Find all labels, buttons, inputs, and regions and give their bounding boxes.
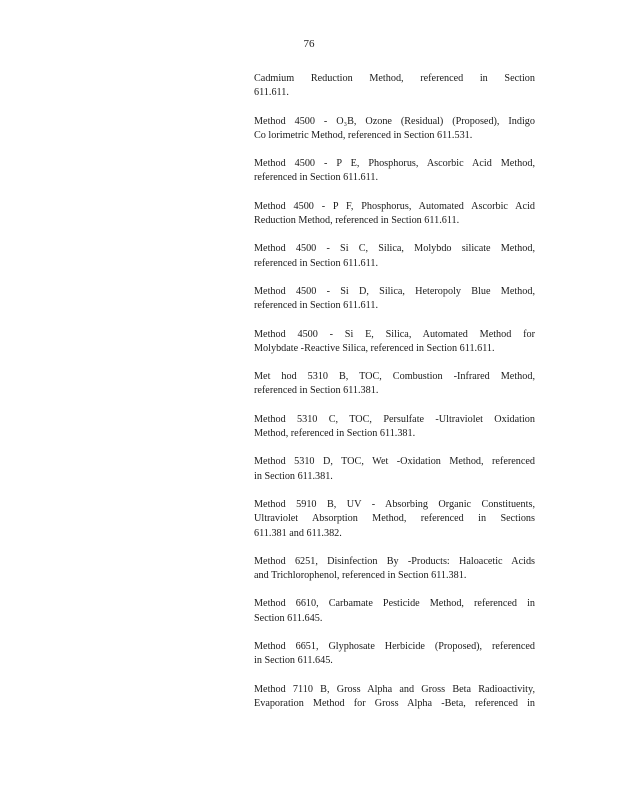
reference-entry — [254, 328, 535, 357]
reference-entry — [254, 683, 535, 712]
reference-entry-line: Method 5310 D, TOC, Wet -Oxidation Method, referenced — [254, 456, 535, 468]
reference-entry-line: Co lorimetric Method, referenced in Section 611.531. — [254, 129, 473, 141]
reference-entry-line: Method 6251, Disinfection By -Products: Haloacetic Acids — [254, 555, 535, 567]
reference-entry-line: Method 5310 C, TOC, Persulfate -Ultraviolet Oxidation — [254, 413, 535, 425]
reference-entry — [254, 640, 535, 669]
reference-entry-line: Method 5910 B, UV - Absorbing Organic Constituents, — [254, 498, 535, 510]
reference-entry-line: Evaporation Method for Gross Alpha -Beta, referenced in — [254, 697, 535, 709]
reference-entry-line: in Section 611.645. — [254, 655, 333, 667]
reference-entry-line: Met hod 5310 B, TOC, Combustion -Infrared Method, — [254, 371, 535, 383]
reference-entry — [254, 115, 535, 144]
reference-entry-line: 611.381 and 611.382. — [254, 527, 342, 539]
reference-entry-line: and Trichlorophenol, referenced in Section 611.381. — [254, 570, 467, 582]
reference-entry-line: Method 4500 - P F, Phosphorus, Automated Ascorbic Acid — [254, 200, 535, 212]
reference-entry-line: Method, referenced in Section 611.381. — [254, 428, 416, 440]
reference-entry — [254, 455, 535, 484]
reference-entry — [254, 72, 535, 101]
reference-entry-line: Method 4500 - P E, Phosphorus, Ascorbic Acid Method, — [254, 158, 535, 170]
reference-entry-line: Method 4500 - O₃B, Ozone (Residual) (Proposed), Indigo — [254, 115, 535, 127]
reference-entry — [254, 498, 535, 541]
reference-entry-line: referenced in Section 611.611. — [254, 300, 378, 312]
reference-entry-line: Method 6651, Glyphosate Herbicide (Proposed), referenced — [254, 641, 535, 653]
reference-entry — [254, 242, 535, 271]
reference-entry-line: Method 6610, Carbamate Pesticide Method, referenced in — [254, 598, 535, 610]
reference-entry — [254, 413, 535, 442]
reference-entry-line: referenced in Section 611.611. — [254, 172, 378, 184]
reference-entry-line: Ultraviolet Absorption Method, referenced in Sections — [254, 513, 535, 525]
reference-entry-line: Method 7110 B, Gross Alpha and Gross Beta Radioactivity, — [254, 683, 535, 695]
reference-entry-line: Method 4500 - Si C, Silica, Molybdo silicate Method, — [254, 243, 535, 255]
page-number: 76 — [303, 38, 315, 50]
reference-entry-line: Molybdate -Reactive Silica, referenced in Section 611.611. — [254, 342, 495, 354]
reference-entry-line: referenced in Section 611.381. — [254, 385, 379, 397]
reference-entry-line: Reduction Method, referenced in Section 611.611. — [254, 215, 460, 227]
reference-entry-line: Cadmium Reduction Method, referenced in Section — [254, 73, 535, 84]
reference-entry — [254, 597, 535, 626]
reference-entry — [254, 157, 535, 186]
reference-entry — [254, 200, 535, 229]
reference-entry-line: Method 4500 - Si E, Silica, Automated Method for — [254, 328, 535, 340]
reference-entry — [254, 285, 535, 314]
reference-entry-line: Method 4500 - Si D, Silica, Heteropoly Blue Method, — [254, 285, 535, 297]
reference-entry-line: 611.611. — [254, 87, 289, 99]
reference-list — [254, 72, 535, 725]
reference-entry — [254, 555, 535, 584]
reference-entry-line: referenced in Section 611.611. — [254, 257, 378, 269]
reference-entry-line: Section 611.645. — [254, 612, 323, 624]
reference-entry-line: in Section 611.381. — [254, 470, 333, 482]
reference-entry — [254, 370, 535, 399]
